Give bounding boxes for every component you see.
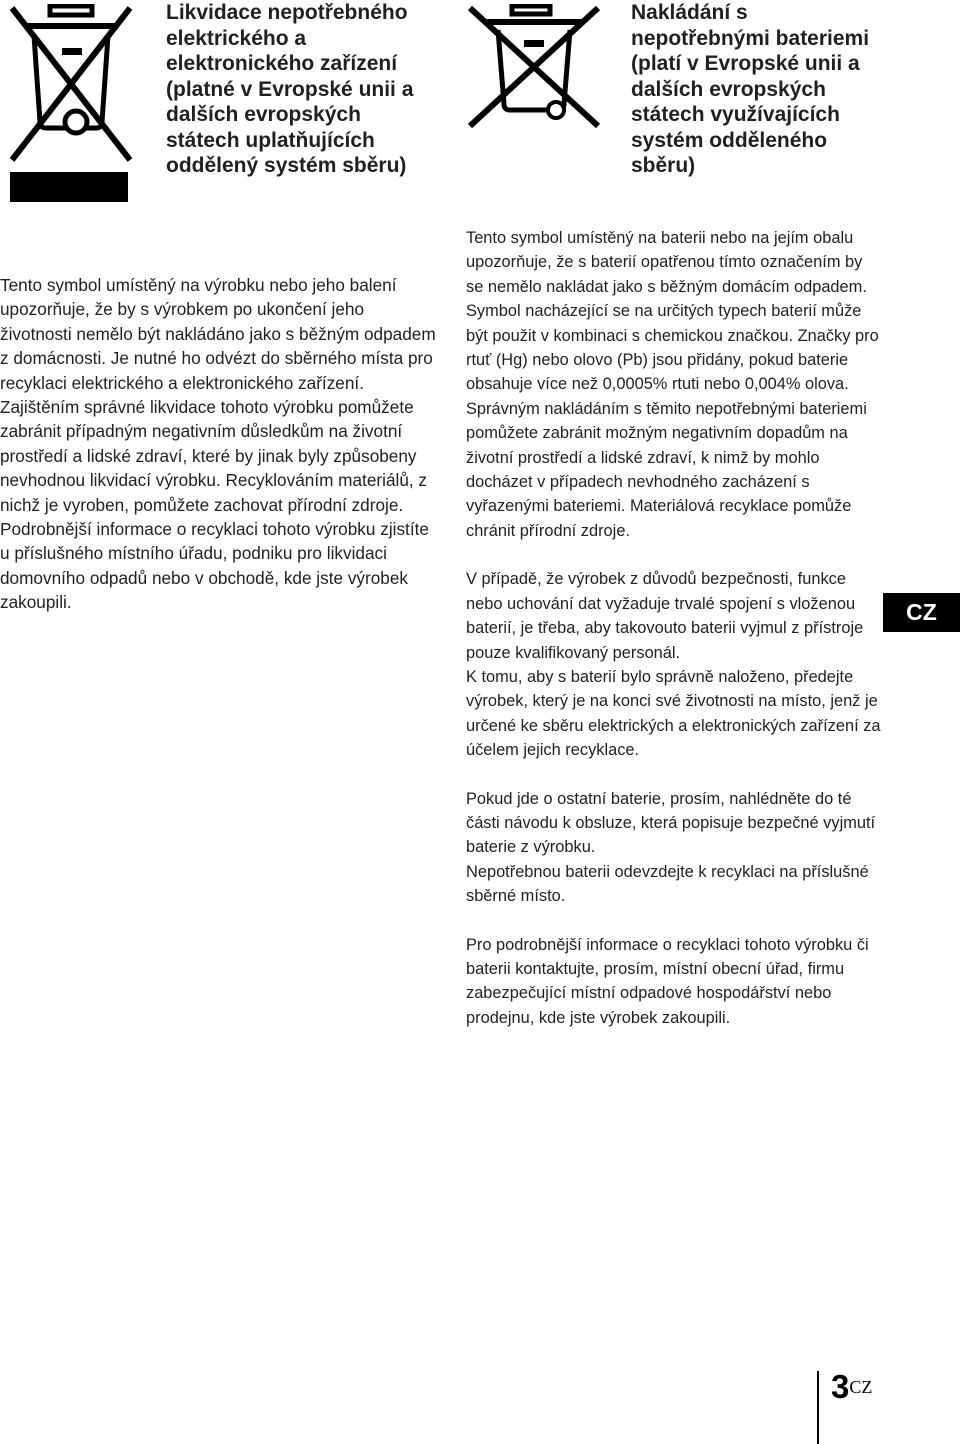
battery-paragraph-1: Tento symbol umístěný na baterii nebo na jejím obalu upozorňuje, že s baterií opatřenou tímto označením by se nemělo nakládat jako s běžným domácím odpadem. [466, 229, 867, 296]
battery-paragraph-2: Symbol nacházející se na určitých typech baterií může být použit v kombinaci s chemickou značkou. Značky pro rtuť (Hg) nebo olovo (Pb) jsou přidány, pokud baterie obsahuje více než 0,0005% rtuti nebo 0,004% olova. [466, 302, 879, 394]
page-number-suffix: CZ [849, 1377, 873, 1397]
crossed-out-wheelie-bin-icon [466, 4, 602, 130]
battery-body [466, 226, 881, 1030]
battery-paragraph-4: V případě, že výrobek z důvodů bezpečnosti, funkce nebo uchování dat vyžaduje trvalé spojení s vloženou baterií, je třeba, aby takovouto baterii vyjmul z přístroje pouze kvalifikovaný personál. [466, 570, 864, 662]
language-tab: CZ [883, 593, 960, 632]
page-number-divider [817, 1371, 819, 1444]
waste-symbol-bar [10, 172, 128, 202]
page-number-value: 3 [831, 1368, 850, 1405]
battery-paragraph-5: K tomu, aby s baterií bylo správně naloženo, předejte výrobek, který je na konci své životnosti na místo, jenž je určené ke sběru elektrických a elektronických zařízení za účelem jejich recyklace. [466, 667, 881, 760]
battery-paragraph-8: Pro podrobnější informace o recyklaci tohoto výrobku či baterii kontaktujte, prosím, místní obecní úřad, firmu zabezpečující místní odpadové hospodářství nebo prodejnu, kde jste výrobek zakoupili. [466, 935, 869, 1027]
page-number [831, 1369, 872, 1405]
weee-body-text: Tento symbol umístěný na výrobku nebo jeho balení upozorňuje, že by s výrobkem po ukončení jeho životnosti nemělo být nakládáno jako s běžným odpadem z domácnosti. Je nutné ho odvézt do sběrného místa pro recyklaci elektrického a elektronického zařízení. Zajištěním správné likvidace tohoto výrobku pomůžete zabránit případným negativním důsledkům na životní prostředí a lidské zdraví, které by jinak byly způsobeny nevhodnou likvidací výrobku. Recyklováním materiálů, z nichž je vyroben, pomůžete zachovat přírodní zdroje. Podrobnější informace o recyklaci tohoto výrobku zjistíte u příslušného místního úřadu, podniku pro likvidaci domovního odpadů nebo v obchodě, kde jste výrobek zakoupili. [0, 275, 436, 613]
weee-heading: Likvidace nepotřebného elektrického a elektronického zařízení (platné v Evropské unii a dalších evropských státech uplatňujících oddělený systém sběru) [166, 1, 414, 177]
battery-heading: Nakládání s nepotřebnými bateriemi (platí v Evropské unii a dalších evropských státech využívajících systém odděleného sběru) [631, 1, 870, 177]
battery-paragraph-3: Správným nakládáním s těmito nepotřebnými bateriemi pomůžete zabránit možným negativním dopadům na životní prostředí a lidské zdraví, k nimž by mohlo docházet v případech nevhodného zacházení s vyřazenými bateriemi. Materiálová recyklace pomůže chránit přírodní zdroje. [466, 399, 867, 540]
battery-paragraph-7: Nepotřebnou baterii odevzdejte k recyklaci na příslušné sběrné místo. [466, 862, 869, 906]
crossed-out-wheelie-bin-icon [6, 4, 136, 169]
battery-paragraph-6: Pokud jde o ostatní baterie, prosím, nahlédněte do té části návodu k obsluze, která popisuje bezpečné vyjmutí baterie z výrobku. [466, 789, 876, 857]
